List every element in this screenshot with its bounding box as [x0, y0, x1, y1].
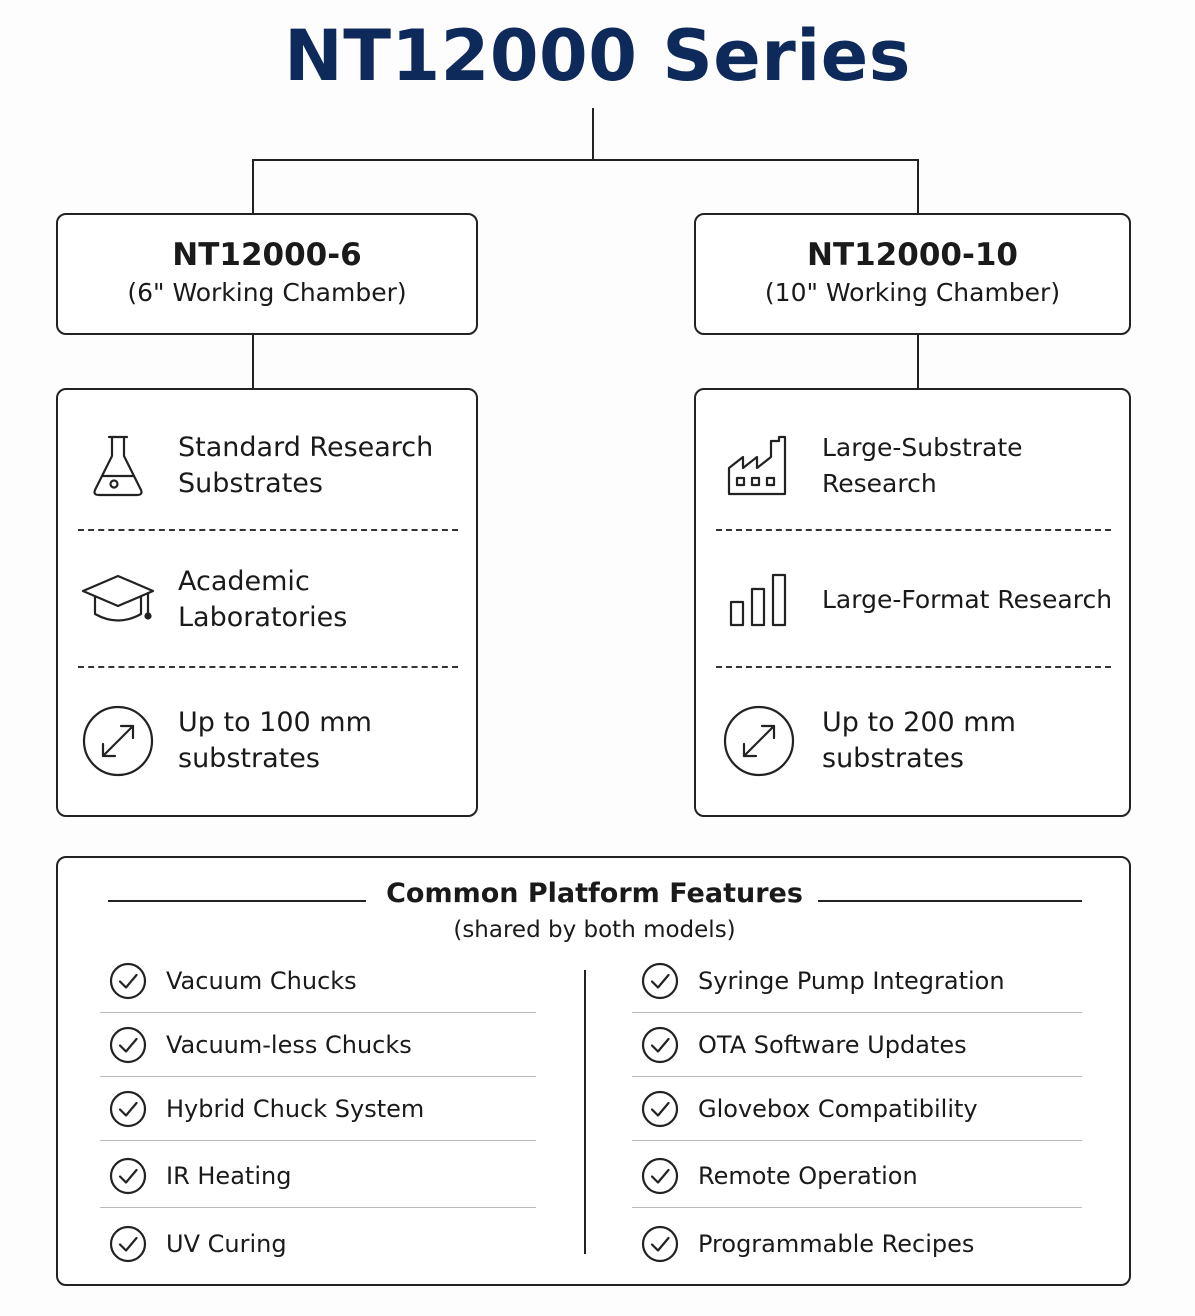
connector-right-features: [917, 333, 919, 390]
feature-check-item: [632, 1212, 1082, 1276]
feature-check-item: [100, 1144, 536, 1208]
feature-label-line2: Laboratories: [178, 602, 348, 633]
feature-check-item: [100, 1077, 536, 1141]
feature-check-item: [632, 1013, 1082, 1077]
feature-item: [696, 681, 1129, 801]
feature-check-item: [100, 949, 536, 1013]
diagram-title: NT12000 Series: [284, 15, 911, 97]
feature-check-label: OTA Software Updates: [698, 1031, 967, 1059]
feature-check-label: Glovebox Compatibility: [698, 1095, 978, 1123]
feature-check-label: Syringe Pump Integration: [698, 967, 1005, 995]
feature-check-label: Remote Operation: [698, 1162, 918, 1190]
common-features-box: [56, 856, 1131, 1286]
bar-chart-icon: [696, 572, 822, 628]
check-circle-icon: [640, 961, 680, 1001]
row-divider: [100, 1140, 536, 1141]
graduation-cap-icon: [58, 571, 178, 629]
feature-label-line1: Up to 200 mm: [822, 707, 1016, 738]
check-circle-icon: [108, 1224, 148, 1264]
check-circle-icon: [108, 1089, 148, 1129]
feature-check-item: [632, 1077, 1082, 1141]
feature-check-label: Programmable Recipes: [698, 1230, 975, 1258]
feature-label-line1: Large-Format Research: [822, 585, 1113, 614]
row-divider: [632, 1207, 1082, 1208]
model-name: NT12000-10: [807, 237, 1018, 273]
check-circle-icon: [108, 1025, 148, 1065]
feature-label-line1: Academic: [178, 566, 310, 597]
model-box-nt12000-6: [56, 213, 478, 335]
connector-left-features: [252, 333, 254, 390]
model-name: NT12000-6: [172, 237, 362, 273]
feature-item: [696, 540, 1129, 660]
connector-left-down: [252, 159, 254, 215]
connector-trunk: [592, 108, 594, 161]
feature-check-label: Hybrid Chuck System: [166, 1095, 425, 1123]
check-circle-icon: [640, 1089, 680, 1129]
feature-label-line1: Large-Substrate Research: [822, 433, 1023, 498]
feature-item: [696, 406, 1129, 526]
feature-label-line1: Up to 100 mm: [178, 707, 372, 738]
connector-right-down: [917, 159, 919, 215]
check-circle-icon: [640, 1224, 680, 1264]
model-subtitle: (10" Working Chamber): [764, 278, 1061, 307]
check-circle-icon: [108, 961, 148, 1001]
model-box-nt12000-10: [694, 213, 1131, 335]
check-circle-icon: [640, 1156, 680, 1196]
check-circle-icon: [108, 1156, 148, 1196]
feature-divider: [716, 529, 1111, 531]
factory-icon: [696, 435, 822, 497]
feature-check-label: IR Heating: [166, 1162, 292, 1190]
feature-divider: [78, 529, 458, 531]
flask-icon: [58, 434, 178, 498]
feature-label-line2: substrates: [822, 743, 964, 774]
connector-branch: [252, 159, 919, 161]
row-divider: [100, 1207, 536, 1208]
feature-divider: [716, 666, 1111, 668]
feature-item: [58, 681, 476, 801]
model-subtitle: (6" Working Chamber): [127, 278, 407, 307]
feature-check-item: [100, 1013, 536, 1077]
feature-check-item: [632, 1144, 1082, 1208]
feature-divider: [78, 666, 458, 668]
feature-label-line2: substrates: [178, 743, 320, 774]
feature-check-label: Vacuum Chucks: [166, 967, 357, 995]
feature-item: [58, 406, 476, 526]
feature-item: [58, 540, 476, 660]
features-box-nt12000-6: [56, 388, 478, 817]
feature-check-label: Vacuum-less Chucks: [166, 1031, 412, 1059]
feature-check-item: [100, 1212, 536, 1276]
feature-check-label: UV Curing: [166, 1230, 287, 1258]
feature-label-line2: Substrates: [178, 468, 323, 499]
common-subheading: (shared by both models): [453, 917, 736, 943]
diameter-arrow-icon: [696, 704, 822, 778]
row-divider: [632, 1140, 1082, 1141]
feature-check-item: [632, 949, 1082, 1013]
column-divider: [584, 970, 586, 1254]
feature-label-line1: Standard Research: [178, 432, 434, 463]
check-circle-icon: [640, 1025, 680, 1065]
common-heading: Common Platform Features: [386, 878, 803, 909]
features-box-nt12000-10: [694, 388, 1131, 817]
diameter-arrow-icon: [58, 704, 178, 778]
